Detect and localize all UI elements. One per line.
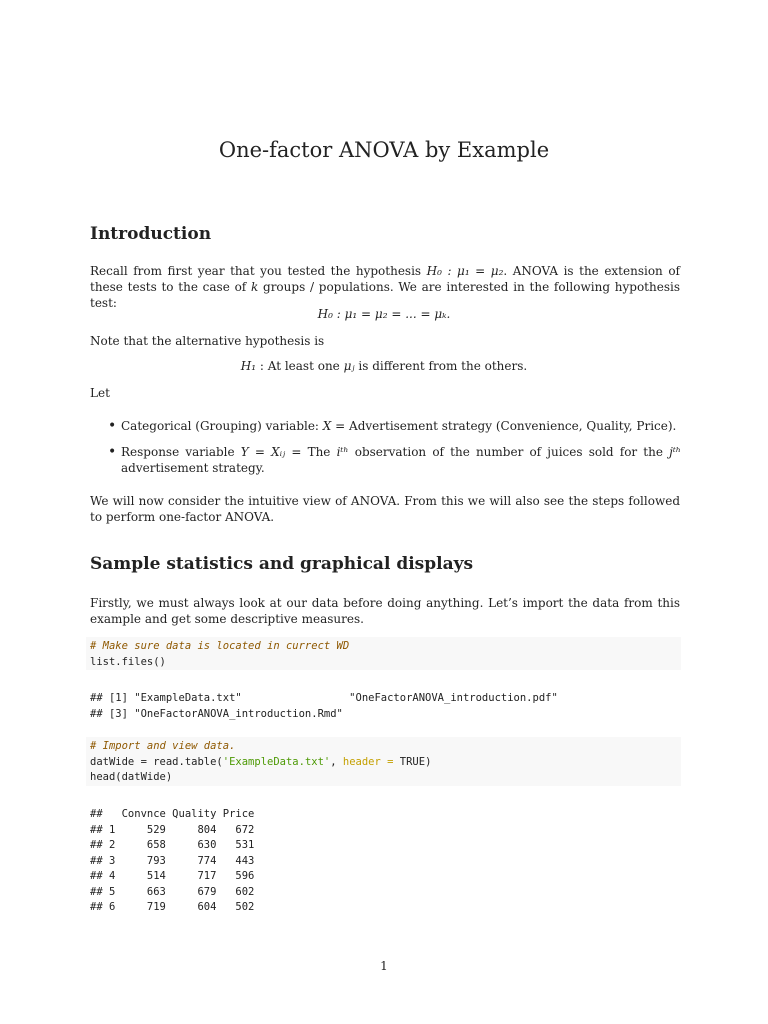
intro-paragraph-2: Note that the alternative hypothesis is xyxy=(90,334,325,348)
text-run: = Advertisement strategy (Convenience, Quality, Price). xyxy=(331,419,677,433)
output-line: ## [1] "ExampleData.txt" "OneFactorANOVA_introduction.pdf" xyxy=(90,692,558,704)
text-run: observation of the number of juices sold for the xyxy=(348,445,670,459)
code-run: , xyxy=(330,755,343,768)
output-table-datwide xyxy=(90,807,680,916)
section-heading-introduction: Introduction xyxy=(90,224,212,244)
bullet-icon: • xyxy=(108,444,117,460)
table-row: ## 1 529 804 672 xyxy=(90,823,255,836)
output-block-list-files xyxy=(90,691,680,722)
code-line: head(datWide) xyxy=(90,771,173,783)
section-heading-sample-statistics: Sample statistics and graphical displays xyxy=(90,554,474,574)
bullet-item-categorical xyxy=(121,418,681,434)
equation-null-hypothesis: H₀ : μ₁ = μ₂ = ... = μₖ. xyxy=(317,307,451,321)
text-run: is different from the others. xyxy=(354,359,528,373)
code-line: list.files() xyxy=(90,655,166,668)
table-row: ## 6 719 604 502 xyxy=(90,901,255,913)
code-run: datWide = read.table( xyxy=(90,755,223,768)
code-block-import-data xyxy=(86,737,681,786)
text-run: groups / populations. We are interested in the following hypothesis test: xyxy=(90,280,680,310)
text-run: = The xyxy=(285,445,337,459)
table-row: ## 4 514 717 596 xyxy=(90,870,255,882)
equation-alternative-hypothesis xyxy=(0,358,768,374)
output-line: ## [3] "OneFactorANOVA_introduction.Rmd" xyxy=(90,707,343,720)
let-text: Let xyxy=(90,386,110,400)
code-string: 'ExampleData.txt' xyxy=(222,755,331,768)
code-block-list-files xyxy=(86,637,681,670)
math-jth: jᵗʰ xyxy=(669,445,681,459)
document-title: One-factor ANOVA by Example xyxy=(218,138,550,162)
math-k: k xyxy=(250,280,259,294)
text-run: Categorical (Grouping) variable: xyxy=(121,419,323,433)
code-comment: # Import and view data. xyxy=(90,740,236,752)
text-run: Recall from first year that you tested the hypothesis xyxy=(90,264,427,278)
text-run: Response variable xyxy=(121,445,241,459)
code-comment: # Make sure data is located in currect WD xyxy=(90,640,350,652)
math-y: Y = Xᵢⱼ xyxy=(240,445,286,459)
page-number: 1 xyxy=(380,959,388,973)
table-row: ## 2 658 630 531 xyxy=(90,839,255,851)
text-run: advertisement strategy. xyxy=(121,461,265,475)
math-ith: iᵗʰ xyxy=(336,445,349,459)
text-run: . ANOVA is the extension of these tests to the case of xyxy=(90,264,680,294)
math-x: X xyxy=(322,419,332,433)
bullet-item-response xyxy=(121,444,681,476)
math-h1: H₁ xyxy=(240,359,257,373)
math-hypothesis: H₀ : μ₁ = μ₂ xyxy=(426,264,504,278)
code-argument: header = xyxy=(342,755,394,768)
text-run: : At least one xyxy=(256,359,344,373)
bullet-icon: • xyxy=(108,418,117,434)
math-mu-j: μⱼ xyxy=(343,359,355,373)
code-run: TRUE) xyxy=(393,755,432,768)
table-row: ## 3 793 774 443 xyxy=(90,854,255,867)
intro-paragraph-1 xyxy=(90,263,680,311)
intro-paragraph-3: We will now consider the intuitive view of ANOVA. From this we will also see the steps followed to perform one-factor ANOVA. xyxy=(90,494,680,524)
table-header: ## Convnce Quality Price xyxy=(90,808,255,820)
table-row: ## 5 663 679 602 xyxy=(90,885,255,898)
sample-paragraph-1: Firstly, we must always look at our data before doing anything. Let’s import the data from this example and get some descriptive measures. xyxy=(90,596,680,626)
